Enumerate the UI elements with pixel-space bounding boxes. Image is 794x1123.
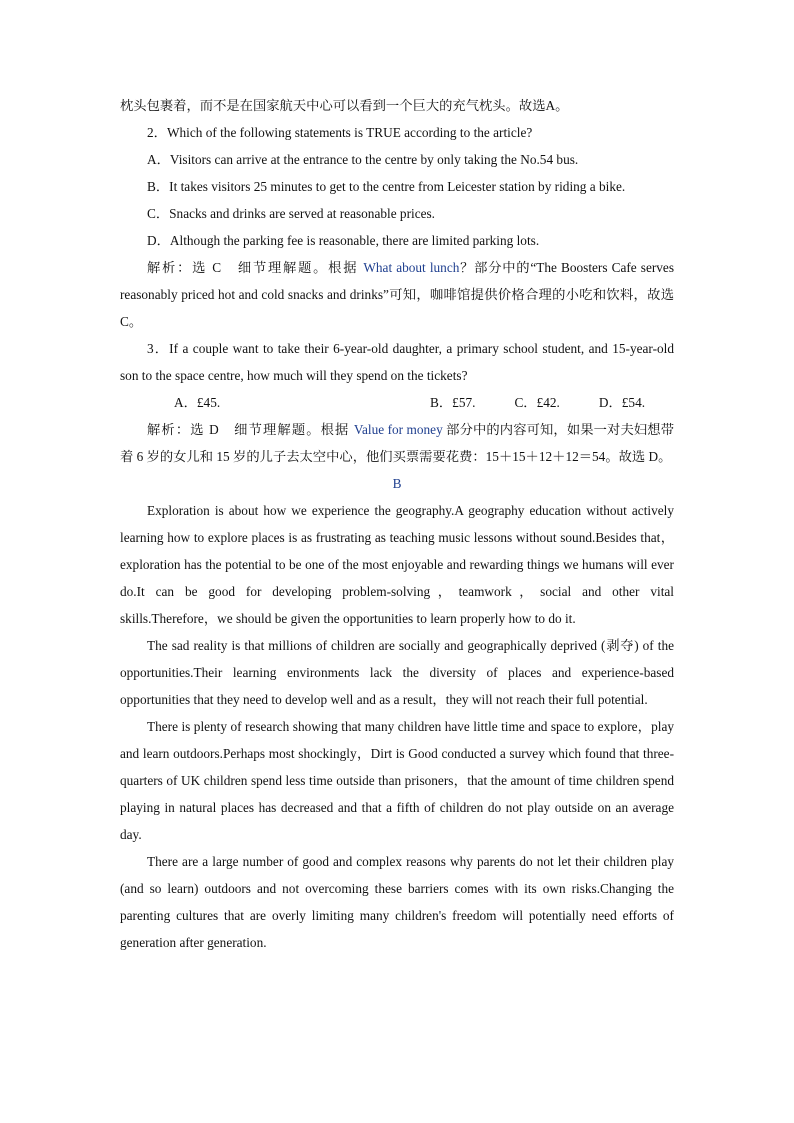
question-3-stem: 3．If a couple want to take their 6-year-old daughter, a primary school student, and 15-year-old son to the space centre, how much will they spend on the tickets? xyxy=(120,341,674,383)
explanation-text: 部分中的内容可知，如果一对夫妇想带着 6 岁的女儿和 15 岁的儿子去太空中心，他们买票需要花费：15＋15＋12＋12＝54。故选 D。 xyxy=(120,422,674,464)
document-page xyxy=(120,92,674,956)
question-2-option-c: C．Snacks and drinks are served at reasonable prices. xyxy=(147,206,435,221)
passage-paragraph: There is plenty of research showing that many children have little time and space to explore，play and learn outdoors.Perhaps most shockingly，Dirt is Good conducted a survey which found that three-quarters of UK children spend less time outside than prisoners，that the amount of time children spend playing in natural places has decreased and that a fifth of children do not play outside on an average day. xyxy=(120,719,674,842)
question-2-stem: 2．Which of the following statements is TRUE according to the article? xyxy=(147,125,533,140)
question-3-option-a: A．£45. xyxy=(174,395,221,410)
section-heading: B xyxy=(392,476,402,491)
question-3-explanation xyxy=(120,416,674,470)
question-2-explanation xyxy=(120,254,674,335)
question-2-option-a: A．Visitors can arrive at the entrance to the centre by only taking the No.54 bus. xyxy=(147,152,579,167)
explanation-keyword: What about lunch xyxy=(363,260,460,275)
question-2-option-d: D．Although the parking fee is reasonable, there are limited parking lots. xyxy=(147,233,540,248)
passage-paragraph: The sad reality is that millions of children are socially and geographically deprived (剥夺) of the opportunities.Their learning environments lack the diversity of places and experience-based opportunities that they need to develop well and as a result，they will not reach their full potential. xyxy=(120,638,674,707)
passage-paragraph: There are a large number of good and complex reasons why parents do not let their children play (and so learn) outdoors and not overcoming these barriers comes with its own risks.Changing the parenting cultures that are overly limiting many children's freedom will potentially need efforts of generation after generation. xyxy=(120,854,674,950)
explanation-keyword: Value for money xyxy=(353,422,443,437)
question-3-option-d: D．£54. xyxy=(598,395,646,410)
passage-paragraph: Exploration is about how we experience the geography.A geography education without actively learning how to explore places is as frustrating as teaching music lessons without sound.Besides that，exploration has the potential to be one of the most enjoyable and rewarding things we humans will ever do.It can be good for developing problem-solving，teamwork，social and other vital skills.Therefore，we should be given the opportunities to learn properly how to do it. xyxy=(120,503,674,626)
previous-explanation-ending: 枕头包裹着，而不是在国家航天中心可以看到一个巨大的充气枕头。故选A。 xyxy=(120,98,569,113)
question-3-options xyxy=(120,389,674,416)
explanation-text: ？部分中的“The Boosters Cafe serves reasonably priced hot and cold snacks and drinks”可知，咖啡馆提供价格合理的小吃和饮料，故选 C。 xyxy=(120,260,674,329)
question-3-option-c: C．£42. xyxy=(514,395,560,410)
question-2-option-b: B．It takes visitors 25 minutes to get to the centre from Leicester station by riding a bike. xyxy=(147,179,626,194)
question-3-option-b: B．£57. xyxy=(430,395,476,410)
explanation-label: 解析：选 D 细节理解题。根据 xyxy=(147,422,354,437)
explanation-label: 解析：选 C 细节理解题。根据 xyxy=(147,260,364,275)
